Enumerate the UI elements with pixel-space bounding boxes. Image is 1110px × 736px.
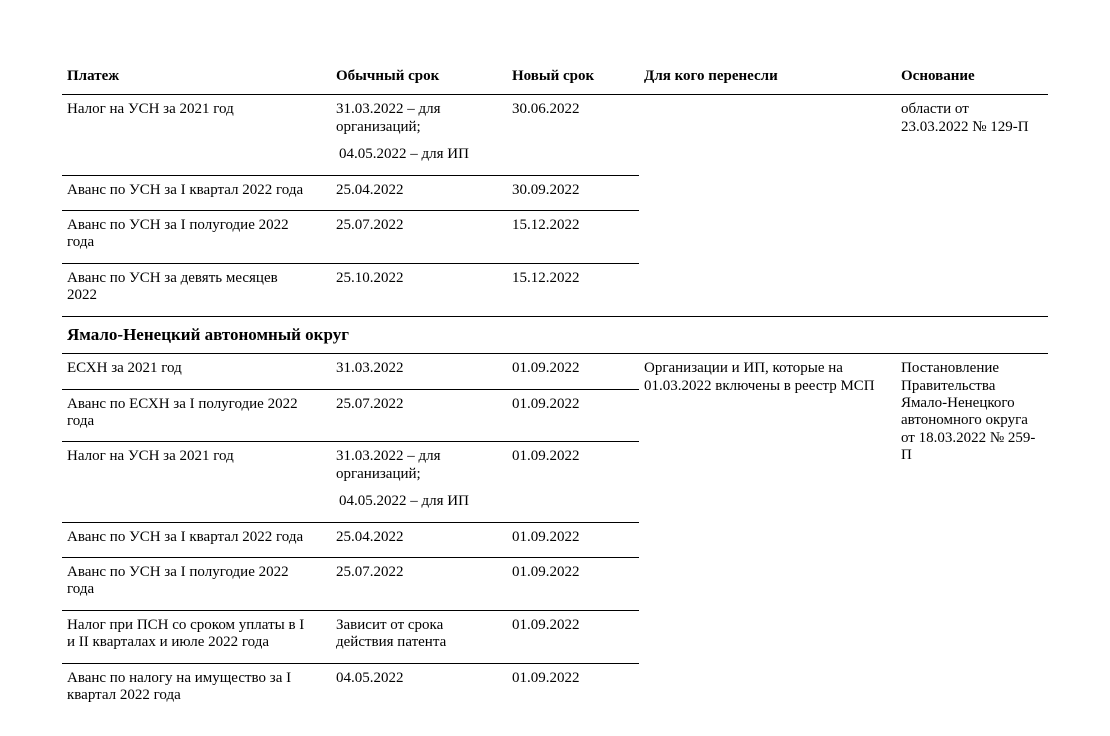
payment-cell: Аванс по УСН за I квартал 2022 года	[62, 175, 331, 210]
new-deadline-cell: 01.09.2022	[507, 610, 639, 663]
usual-deadline-cell	[331, 175, 507, 210]
table-body	[62, 95, 1048, 715]
usual-deadline-line: 31.03.2022 – для организаций;	[336, 448, 441, 482]
table-row	[62, 354, 1048, 389]
payment-cell: Аванс по УСН за I квартал 2022 года	[62, 522, 331, 557]
new-deadline-cell: 01.09.2022	[507, 522, 639, 557]
usual-deadline-line: 25.04.2022	[336, 528, 404, 545]
usual-deadline-cell	[331, 610, 507, 663]
column-header-for-whom: Для кого перенесли	[639, 60, 896, 95]
usual-deadline-cell	[331, 210, 507, 263]
payment-cell: Налог при ПСН со сроком уплаты в I и II кварталах и июле 2022 года	[62, 610, 331, 663]
new-deadline-cell: 30.06.2022	[507, 95, 639, 175]
usual-deadline-line: 25.07.2022	[336, 216, 404, 233]
payment-cell: Аванс по УСН за I полугодие 2022 года	[62, 210, 331, 263]
section-header-row	[62, 316, 1048, 354]
usual-deadline-line: Зависит от срока действия патента	[336, 616, 447, 651]
basis-cell: области от 23.03.2022 № 129-П	[896, 95, 1048, 316]
column-header-new-deadline: Новый срок	[507, 60, 639, 95]
new-deadline-cell: 15.12.2022	[507, 210, 639, 263]
usual-deadline-line: 25.07.2022	[336, 395, 404, 412]
usual-deadline-line: 04.05.2022 – для ИП	[339, 493, 469, 510]
usual-deadline-line: 25.07.2022	[336, 563, 404, 580]
for-whom-cell	[639, 95, 896, 316]
usual-deadline-line: 04.05.2022	[336, 669, 404, 686]
payment-cell: Аванс по налогу на имущество за I квартал 2022 года	[67, 669, 292, 703]
usual-deadline-line: 25.10.2022	[336, 269, 404, 286]
usual-deadline-cell	[331, 663, 507, 715]
table-head	[62, 60, 1048, 95]
usual-deadline-line: 25.04.2022	[336, 181, 404, 198]
header-row	[62, 60, 1048, 95]
new-deadline-cell: 01.09.2022	[507, 557, 639, 610]
usual-deadline-line: 31.03.2022	[336, 360, 404, 377]
usual-deadline-cell	[331, 263, 507, 316]
column-header-usual-deadline: Обычный срок	[331, 60, 507, 95]
usual-deadline-line: 04.05.2022 – для ИП	[339, 146, 469, 163]
usual-deadline-cell	[331, 522, 507, 557]
usual-deadline-cell	[331, 389, 507, 442]
payment-cell: ЕСХН за 2021 год	[62, 354, 331, 389]
new-deadline-cell: 01.09.2022	[507, 442, 639, 522]
section-title: Ямало-Ненецкий автономный округ	[62, 316, 1048, 354]
column-header-payment: Платеж	[62, 60, 331, 95]
payment-cell: Аванс по УСН за I полугодие 2022 года	[62, 557, 331, 610]
table-row	[62, 95, 1048, 175]
new-deadline-cell: 30.09.2022	[507, 175, 639, 210]
payment-cell: Налог на УСН за 2021 год	[62, 442, 331, 522]
usual-deadline-cell	[331, 557, 507, 610]
usual-deadline-cell	[331, 442, 507, 522]
for-whom-cell: Организации и ИП, которые на 01.03.2022 включены в реестр МСП	[644, 360, 875, 394]
payment-cell: Аванс по ЕСХН за I полугодие 2022 года	[62, 389, 331, 442]
payment-cell: Налог на УСН за 2021 год	[62, 95, 331, 175]
new-deadline-cell: 15.12.2022	[507, 263, 639, 316]
basis-cell: Постановление Правительства Ямало-Ненецкого автономного округа от 18.03.2022 № 259-П	[901, 360, 1036, 464]
usual-deadline-cell	[331, 95, 507, 175]
tax-deadlines-table	[62, 60, 1048, 715]
new-deadline-cell: 01.09.2022	[507, 354, 639, 389]
payment-cell: Аванс по УСН за девять месяцев 2022	[62, 263, 331, 316]
column-header-basis: Основание	[896, 60, 1048, 95]
new-deadline-cell: 01.09.2022	[512, 669, 580, 686]
new-deadline-cell: 01.09.2022	[507, 389, 639, 442]
usual-deadline-cell	[331, 354, 507, 389]
usual-deadline-line: 31.03.2022 – для организаций;	[336, 101, 441, 135]
